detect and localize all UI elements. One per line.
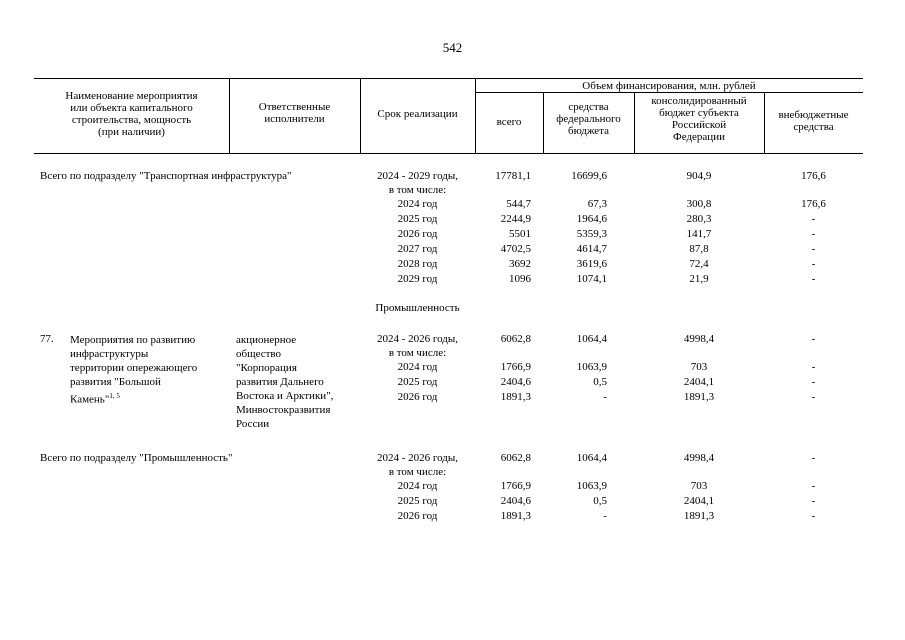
year-label: 2026 год — [397, 391, 438, 403]
total-value: 2244,9 — [500, 213, 531, 225]
offbudget-value: - — [811, 258, 816, 270]
total-value: 6062,8 — [500, 333, 531, 345]
header-total-column: всего — [496, 116, 522, 128]
total-value: 17781,1 — [495, 170, 531, 182]
year-label: 2026 год — [397, 228, 438, 240]
total-value: 6062,8 — [500, 452, 531, 464]
federal-value: 3619,6 — [576, 258, 607, 270]
federal-value: 5359,3 — [576, 228, 607, 240]
period-range: 2024 - 2029 годы, — [376, 170, 459, 182]
federal-value: 1063,9 — [576, 361, 607, 373]
total-value: 3692 — [509, 258, 531, 270]
year-label: 2025 год — [397, 376, 438, 388]
consolidated-value: 1891,3 — [683, 391, 715, 403]
total-value: 2404,6 — [500, 376, 531, 388]
page-number: 542 — [442, 40, 463, 55]
consolidated-value: 2404,1 — [683, 495, 715, 507]
header-period-column: Срок реализации — [377, 108, 458, 120]
offbudget-value: - — [811, 480, 816, 492]
consolidated-value: 4998,4 — [683, 452, 715, 464]
period-including: в том числе: — [388, 466, 447, 478]
section-title: Промышленность — [375, 302, 460, 314]
item-executors: акционерное общество "Корпорация развития Дальнего Востока и Арктики", Минвостокразвития России — [236, 334, 334, 430]
header-consolidated-column: консолидированный бюджет субъекта Российской Федерации — [651, 95, 747, 143]
offbudget-value: 176,6 — [801, 170, 826, 182]
year-label: 2024 год — [397, 480, 438, 492]
consolidated-value: 141,7 — [686, 228, 712, 240]
funding-subheader-rule — [475, 92, 863, 93]
offbudget-value: - — [811, 510, 816, 522]
consolidated-value: 2404,1 — [683, 376, 715, 388]
federal-value: 0,5 — [593, 376, 607, 388]
federal-value: 1064,4 — [576, 333, 607, 345]
year-label: 2024 год — [397, 361, 438, 373]
offbudget-value: - — [811, 452, 816, 464]
total-value: 1891,3 — [500, 391, 531, 403]
total-value: 4702,5 — [500, 243, 531, 255]
consolidated-value: 4998,4 — [683, 333, 715, 345]
consolidated-value: 904,9 — [686, 170, 712, 182]
header-top-rule — [34, 78, 863, 79]
offbudget-value: - — [811, 243, 816, 255]
total-value: 1766,9 — [500, 480, 531, 492]
item-name: Мероприятия по развитию инфраструктуры территории опережающего развития "Большой Камень"$^{1, 5}$ — [70, 334, 198, 406]
offbudget-value: - — [811, 391, 816, 403]
consolidated-value: 703 — [690, 361, 708, 373]
federal-value: 16699,6 — [571, 170, 607, 182]
federal-value: 1064,4 — [576, 452, 607, 464]
total-value: 544,7 — [506, 198, 531, 210]
offbudget-value: - — [811, 273, 816, 285]
period-including: в том числе: — [388, 347, 447, 359]
header-funding-title: Объем финансирования, млн. рублей — [582, 80, 756, 92]
total-value: 1766,9 — [500, 361, 531, 373]
period-range: 2024 - 2026 годы, — [376, 452, 459, 464]
period-range: 2024 - 2026 годы, — [376, 333, 459, 345]
offbudget-value: 176,6 — [801, 198, 826, 210]
consolidated-value: 21,9 — [689, 273, 709, 285]
year-label: 2027 год — [397, 243, 438, 255]
offbudget-value: - — [811, 376, 816, 388]
year-label: 2026 год — [397, 510, 438, 522]
year-label: 2024 год — [397, 198, 438, 210]
total-value: 5501 — [509, 228, 531, 240]
consolidated-value: 72,4 — [689, 258, 709, 270]
offbudget-value: - — [811, 213, 816, 225]
federal-value: - — [603, 510, 607, 522]
total-value: 1891,3 — [500, 510, 531, 522]
federal-value: 4614,7 — [576, 243, 607, 255]
year-label: 2029 год — [397, 273, 438, 285]
header-executors-column: Ответственные исполнители — [258, 101, 331, 125]
year-label: 2025 год — [397, 495, 438, 507]
federal-value: 1964,6 — [576, 213, 607, 225]
total-value: 1096 — [509, 273, 531, 285]
footnote-ref: 1, 5 — [109, 392, 120, 400]
offbudget-value: - — [811, 333, 816, 345]
offbudget-value: - — [811, 361, 816, 373]
year-label: 2025 год — [397, 213, 438, 225]
consolidated-value: 703 — [690, 480, 708, 492]
period-including: в том числе: — [388, 184, 447, 196]
transport-total-label: Всего по подразделу "Транспортная инфраструктура" — [40, 170, 292, 182]
item-number: 77. — [40, 333, 54, 345]
federal-value: 1074,1 — [576, 273, 607, 285]
consolidated-value: 87,8 — [689, 243, 709, 255]
header-bottom-rule — [34, 153, 863, 154]
year-label: 2028 год — [397, 258, 438, 270]
federal-value: 0,5 — [593, 495, 607, 507]
header-name-column: Наименование мероприятия или объекта капитального строительства, мощность (при наличии) — [65, 90, 198, 138]
federal-value: - — [603, 391, 607, 403]
consolidated-value: 1891,3 — [683, 510, 715, 522]
consolidated-value: 280,3 — [686, 213, 712, 225]
industry-total-label: Всего по подразделу "Промышленность" — [40, 452, 233, 464]
total-value: 2404,6 — [500, 495, 531, 507]
federal-value: 67,3 — [587, 198, 607, 210]
offbudget-value: - — [811, 228, 816, 240]
offbudget-value: - — [811, 495, 816, 507]
header-federal-column: средства федерального бюджета — [556, 101, 621, 137]
federal-value: 1063,9 — [576, 480, 607, 492]
consolidated-value: 300,8 — [686, 198, 712, 210]
header-offbudget-column: внебюджетные средства — [778, 109, 849, 133]
